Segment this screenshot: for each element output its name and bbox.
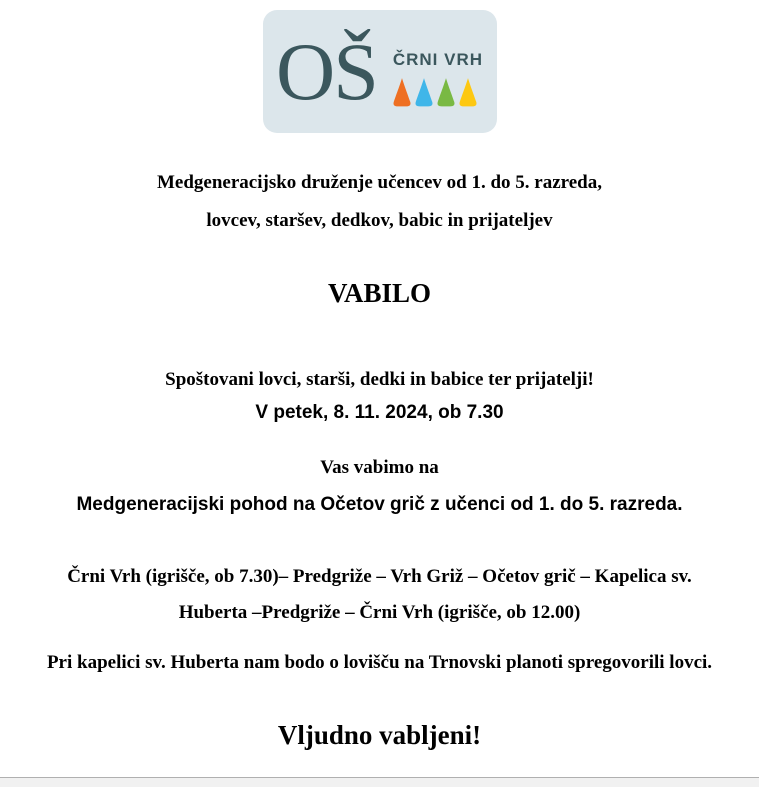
- logo-right-block: [393, 50, 483, 107]
- event-name-line: Medgeneracijski pohod na Očetov grič z učenci od 1. do 5. razreda.: [76, 494, 683, 515]
- invite-lead-line: Vas vabimo na: [320, 457, 439, 478]
- logo-cones-icon: [393, 77, 477, 107]
- route-line-1: Črni Vrh (igrišče, ob 7.30)– Predgriže – Vrh Griž – Očetov grič – Kapelica sv.: [67, 566, 692, 587]
- salutation-paragraph: [0, 363, 759, 429]
- invite-paragraph: [0, 449, 759, 523]
- salutation-line: Spoštovani lovci, starši, dedki in babice ter prijatelji!: [165, 369, 594, 390]
- intro-line-1: Medgeneracijsko druženje učencev od 1. do 5. razreda,: [156, 172, 602, 193]
- logo-school-name: ČRNI VRH: [392, 50, 483, 69]
- invitation-document: [0, 10, 759, 777]
- orange-cone-icon: [393, 78, 410, 106]
- document-title: VABILO: [327, 278, 432, 308]
- route-paragraph: [0, 559, 759, 631]
- intro-paragraph: [0, 164, 759, 240]
- green-cone-icon: [437, 78, 454, 106]
- yellow-cone-icon: [459, 78, 476, 106]
- closing-line: Vljudno vabljeni!: [277, 720, 482, 750]
- bottom-bar: [0, 777, 759, 787]
- school-logo: [263, 10, 497, 133]
- intro-line-2: lovcev, staršev, dedkov, babic in prijateljev: [206, 210, 553, 231]
- blue-cone-icon: [415, 78, 432, 106]
- route-line-2: Huberta –Predgriže – Črni Vrh (igrišče, ob 12.00): [178, 602, 581, 623]
- event-datetime-line: V petek, 8. 11. 2024, ob 7.30: [255, 402, 504, 423]
- logo-abbreviation: OŠ: [276, 25, 377, 117]
- note-line: Pri kapelici sv. Huberta nam bodo o lovišču na Trnovski planoti spregovorili lovci.: [46, 652, 713, 673]
- note-paragraph: [0, 648, 759, 678]
